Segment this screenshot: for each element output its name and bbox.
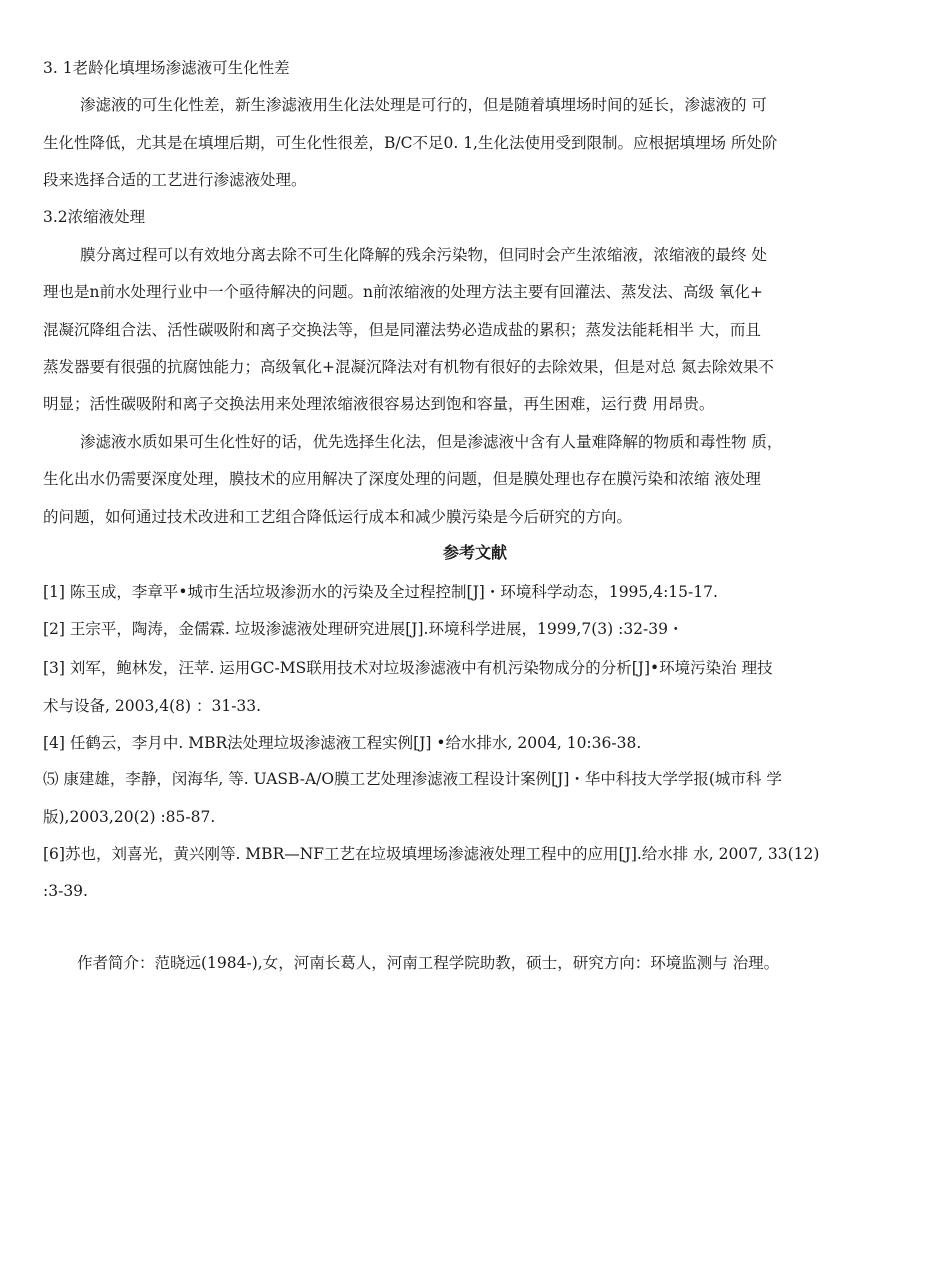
reference-item-continued: 版),2003,20(2) :85-87. (43, 808, 216, 826)
paragraph-line: 渗滤液的可生化性差，新生渗滤液用生化法处理是可行的，但是随着填埋场时间的延长，渗滤液的 可 (80, 96, 767, 114)
paragraph-line: 段来选择合适的工艺进行渗滤液处理。 (43, 171, 307, 189)
reference-item: [4] 任鹤云，李月中. MBR法处理垃圾渗滤液工程实例[J] •给水排水, 2004, 10:36-38. (43, 734, 642, 752)
paragraph-line: 膜分离过程可以有效地分离去除不可生化降解的残余污染物，但同时会产生浓缩液，浓缩液的最终 处 (80, 246, 767, 264)
paragraph-line: 理也是n前水处理行业中一个亟待解决的问题。n前浓缩液的处理方法主要有回灌法、蒸发法、高级 氧化+ (43, 283, 763, 301)
section-heading-3-1: 3. 1老龄化填埋场渗滤液可生化性差 (43, 59, 290, 77)
reference-item-continued: :3-39. (43, 882, 88, 900)
paragraph-line: 渗滤液水质如果可生化性好的话，优先选择生化法，但是渗滤液屮含有人量难降解的物质和毒性物 质， (80, 433, 783, 451)
reference-item-continued: 术与设备, 2003,4(8) ：31-33. (43, 697, 262, 715)
author-note: 作者简介：范晓远(1984-),女，河南长葛人，河南工程学院助教，硕士，研究方向：环境监测与 治理。 (77, 954, 780, 972)
reference-item: ⑸ 康建雄，李静，闵海华, 等. UASB-A/O膜工艺处理渗滤液工程设计案例[J]・华中科技大学学报(城市科 学 (43, 770, 782, 788)
references-title: 参考文献 (442, 543, 507, 562)
paragraph-line: 混凝沉降组合法、活性碳吸附和离子交换法等，但是同灌法势必造成盐的累积；蒸发法能耗相半 大，而且 (43, 321, 761, 339)
paragraph-line: 明显；活性碳吸附和离子交换法用来处理浓缩液很容易达到饱和容量，再生困难，运行费 用昂贵。 (43, 395, 715, 413)
paragraph-line: 生化出水仍需要深度处理，膜技术的应用解决了深度处理的问题，但是膜处理也存在膜污染和浓缩 液处理 (43, 470, 761, 488)
reference-item: [2] 王宗平，陶涛，金儒霖. 垃圾渗滤液处理研究进展[J].环境科学进展，1999,7(3) :32-39・ (43, 620, 684, 638)
reference-item: [6]苏也，刘喜光，黄兴刚等. MBR—NF工艺在垃圾填埋场渗滤液处理工程中的应用[J].给水排 水, 2007, 33(12) (43, 845, 820, 863)
paragraph-line: 蒸发器要有很强的抗腐蚀能力；高级氧化+混凝沉降法对有机物有很好的去除效果，但是对总 氮去除效果不 (43, 358, 774, 376)
reference-item: [3] 刘军，鲍林发，汪苹. 运用GC-MS联用技术对垃圾渗滤液中有机污染物成分的分析[J]•环境污染治 理技 (43, 659, 773, 677)
paragraph-line: 的问题，如何通过技术改进和工艺组合降低运行成本和减少膜污染是今后研究的方向。 (43, 508, 633, 526)
paragraph-line: 生化性降低，尤其是在填埋后期，可生化性很差，B/C不足0. 1,生化法使用受到限制。应根据填埋场 所处阶 (43, 134, 778, 152)
section-heading-3-2: 3.2浓缩液处理 (43, 208, 146, 226)
reference-item: [1] 陈玉成，李章平•城市生活垃圾渗沥水的污染及全过程控制[J]・环境科学动态，1995,4:15-17. (43, 583, 718, 601)
